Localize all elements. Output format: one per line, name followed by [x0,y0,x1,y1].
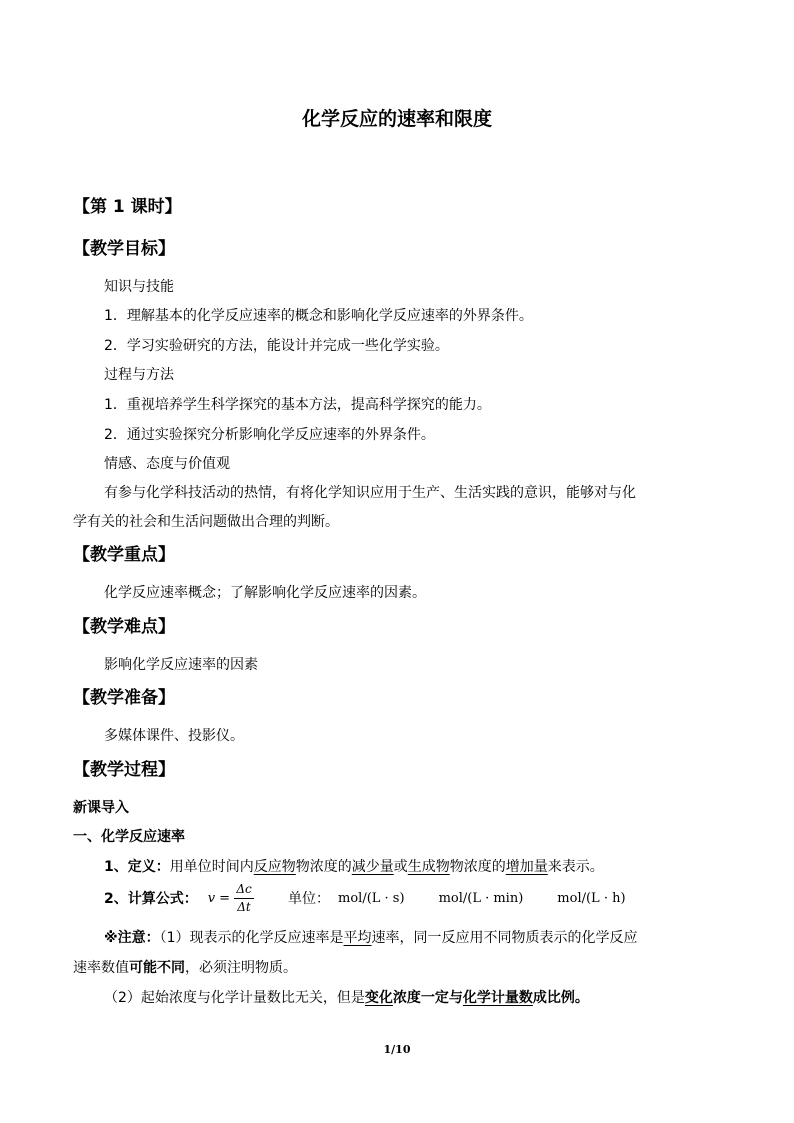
definition-product: 生成物 [407,859,450,875]
formula-line [104,878,626,918]
note-text: （1）现表示的化学反应速率是 [159,930,344,946]
unit-per-second: mol/(L · s) [338,890,405,906]
note-text: （2）起始浓度与化学计量数比无关，但是 [104,990,365,1006]
formula-numerator: Δc [236,881,252,896]
process-item-2: 2．通过实验探究分析影响化学反应速率的外界条件。 [104,427,435,443]
note-stoichiometric: 化学计量数 [462,990,533,1006]
knowledge-item-1: 1．理解基本的化学反应速率的概念和影响化学反应速率的外界条件。 [104,308,533,324]
fraction-bar [234,898,254,899]
formula-v: v [207,890,216,906]
key-points-heading: 【教学重点】 [73,545,175,565]
unit-per-minute: mol/(L · min) [438,890,524,906]
note-may-differ: 可能不同 [129,960,185,976]
note-text: 成比例。 [532,990,589,1006]
emotion-title: 情感、态度与价值观 [104,456,230,472]
note-1-line-1 [104,927,638,947]
definition-line [104,856,604,876]
key-points-text: 化学反应速率概念；了解影响化学反应速率的因素。 [104,585,426,601]
note-1-line-2 [73,957,297,977]
definition-label: 1、定义： [104,859,170,875]
note-2-line [104,987,589,1007]
section-1-heading: 一、化学反应速率 [73,829,185,845]
formula-fraction [234,883,254,914]
preparation-text: 多媒体课件、投影仪。 [104,728,244,744]
definition-reactant: 反应物 [253,859,296,875]
note-average: 平均 [343,930,372,946]
process-title: 过程与方法 [104,367,174,383]
note-label: ※注意： [104,930,160,946]
definition-text: 物浓度的 [449,859,506,875]
process-item-1: 1．重视培养学生科学探究的基本方法，提高科学探究的能力。 [104,397,491,413]
difficulties-heading: 【教学难点】 [73,617,175,637]
note-change: 变化 [364,990,393,1006]
unit-label: 单位： [288,891,331,907]
note-text: 速率，同一反应用不同物质表示的化学反应 [371,930,638,946]
page-number: 1/10 [383,1043,411,1056]
process-heading: 【教学过程】 [73,760,175,780]
definition-decrease: 减少量 [351,859,394,875]
note-text: ，必须注明物质。 [185,960,297,976]
objectives-heading: 【教学目标】 [73,239,175,259]
emotion-line-1: 有参与化学科技活动的热情，有将化学知识应用于生产、生活实践的意识，能够对与化 [104,485,636,501]
definition-text: 用单位时间内 [169,859,254,875]
definition-text: 物浓度的 [295,859,352,875]
preparation-heading: 【教学准备】 [73,688,175,708]
definition-text: 来表示。 [547,859,604,875]
intro-heading: 新课导入 [73,800,129,816]
lesson-heading: 【第 1 课时】 [73,197,182,217]
knowledge-title: 知识与技能 [104,279,174,295]
formula-denominator: Δt [237,899,251,914]
knowledge-item-2: 2．学习实验研究的方法，能设计并完成一些化学实验。 [104,338,449,354]
note-text: 速率数值 [73,960,129,976]
note-text: 浓度一定与 [392,990,463,1006]
formula-equals: = [219,890,231,906]
emotion-line-2: 学有关的社会和生活问题做出合理的判断。 [73,514,339,530]
definition-text: 或 [393,859,408,875]
formula-label: 2、计算公式： [104,891,198,907]
unit-per-hour: mol/(L · h) [557,890,626,906]
document-title: 化学反应的速率和限度 [301,108,492,130]
difficulties-text: 影响化学反应速率的因素 [104,657,258,673]
definition-increase: 增加量 [505,859,548,875]
